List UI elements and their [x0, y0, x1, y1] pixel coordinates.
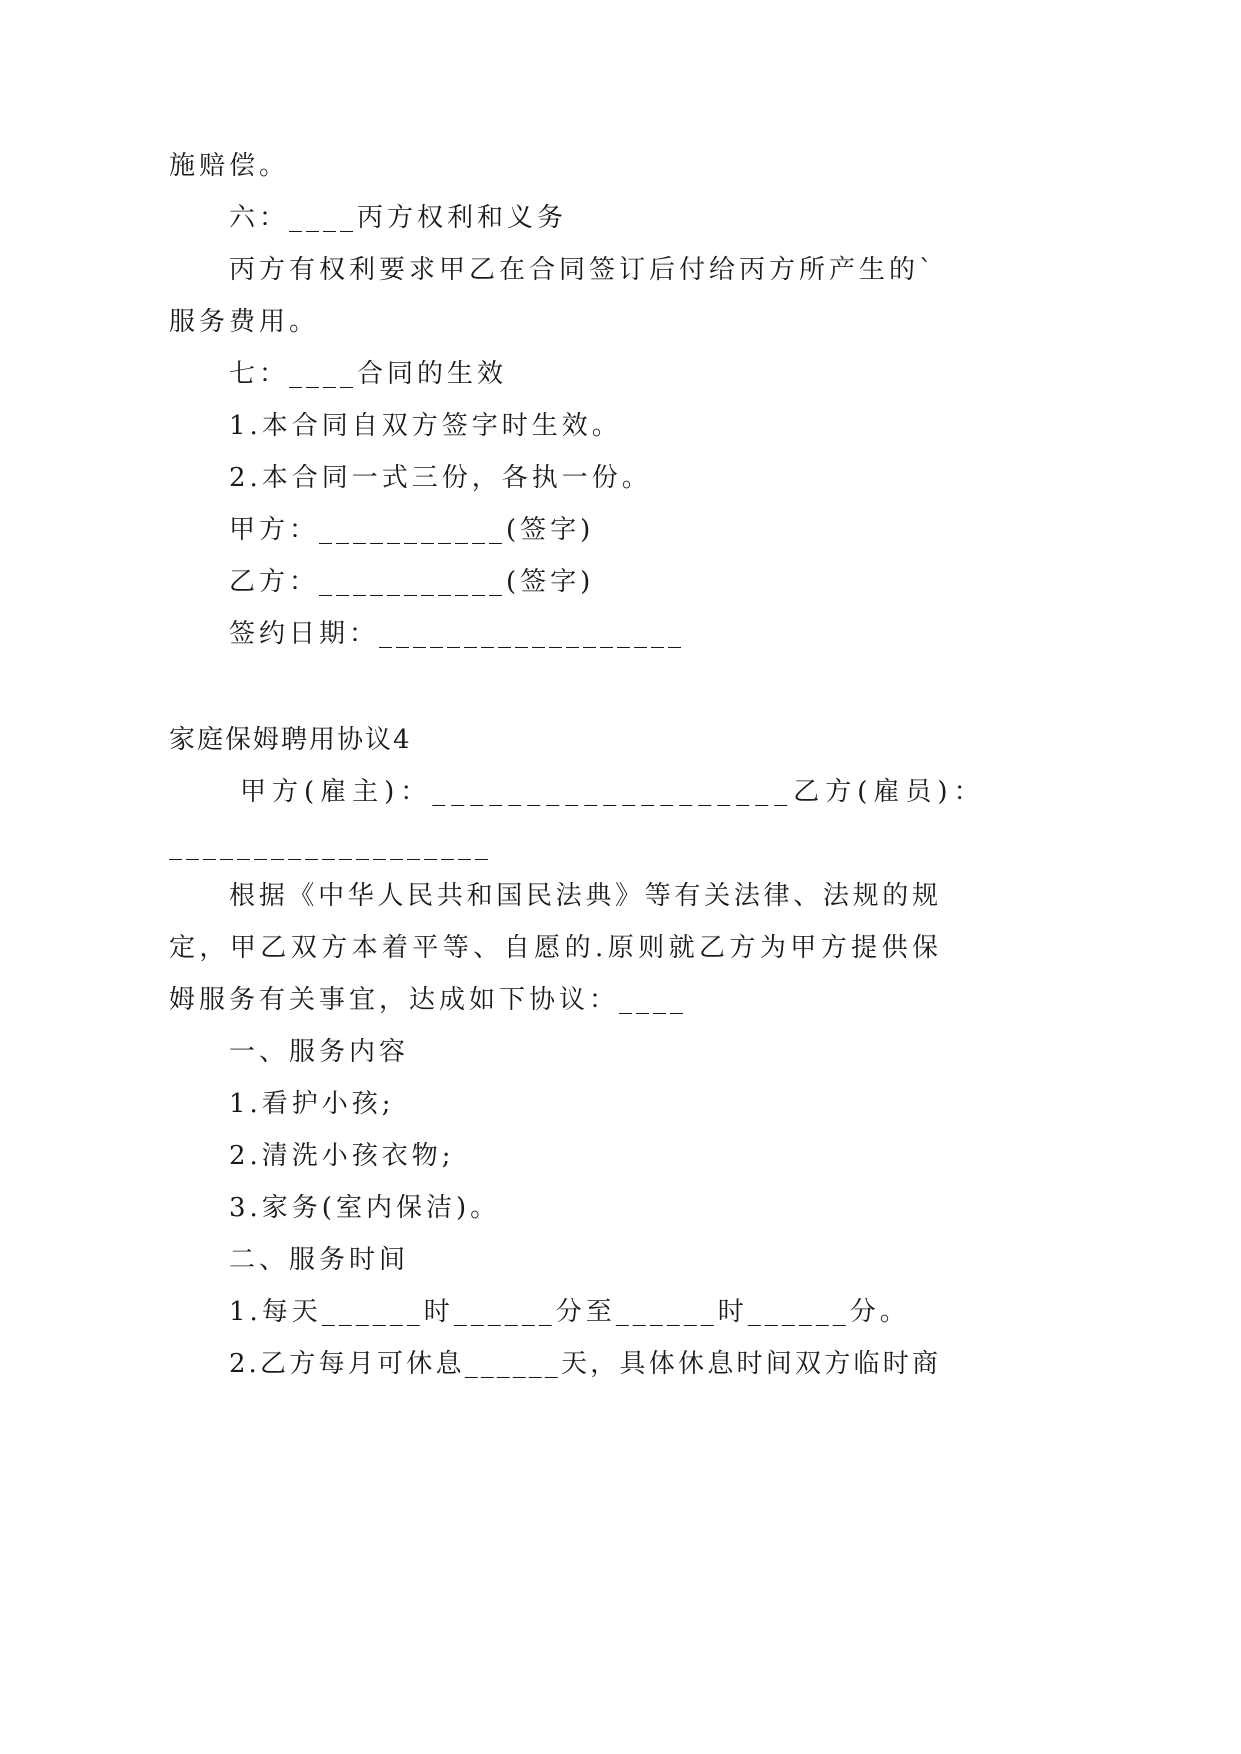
section-2-item-1: 1.每天______时______分至______时______分。 [229, 1297, 910, 1327]
parties-line-2: ___________________ [169, 831, 492, 861]
intro-line-3: 姆服务有关事宜，达成如下协议：____ [169, 985, 688, 1015]
section-1-item-3: 3.家务(室内保洁)。 [229, 1193, 501, 1223]
signature-party-a: 甲方：___________(签字) [229, 515, 595, 545]
signature-date: 签约日期：__________________ [229, 619, 686, 649]
section-7-item-2: 2.本合同一式三份，各执一份。 [229, 463, 652, 493]
section-1-heading: 一、服务内容 [229, 1037, 410, 1067]
section-7-item-1: 1.本合同自双方签字时生效。 [229, 411, 622, 441]
parties-line-1: 甲方(雇主)：___________________乙方(雇员)： [240, 777, 986, 807]
section-6-text-line-2: 服务费用。 [169, 307, 320, 337]
section-1-item-1: 1.看护小孩; [229, 1089, 395, 1119]
intro-line-2: 定，甲乙双方本着平等、自愿的.原则就乙方为甲方提供保 [169, 933, 941, 963]
signature-party-b: 乙方：___________(签字) [229, 567, 595, 597]
section-2-heading: 二、服务时间 [229, 1245, 410, 1275]
section-6-heading: 六：____丙方权利和义务 [229, 203, 568, 233]
section-1-item-2: 2.清洗小孩衣物; [229, 1141, 455, 1171]
section-6-text-line-1: 丙方有权利要求甲乙在合同签订后付给丙方所产生的` [229, 255, 937, 285]
section-2-item-2: 2.乙方每月可休息______天，具体休息时间双方临时商 [229, 1349, 941, 1379]
section-7-heading: 七：____合同的生效 [229, 359, 508, 389]
agreement-title: 家庭保姆聘用协议4 [169, 725, 412, 755]
intro-line-1: 根据《中华人民共和国民法典》等有关法律、法规的规 [229, 881, 941, 911]
paragraph-tail: 施赔偿。 [169, 151, 290, 181]
